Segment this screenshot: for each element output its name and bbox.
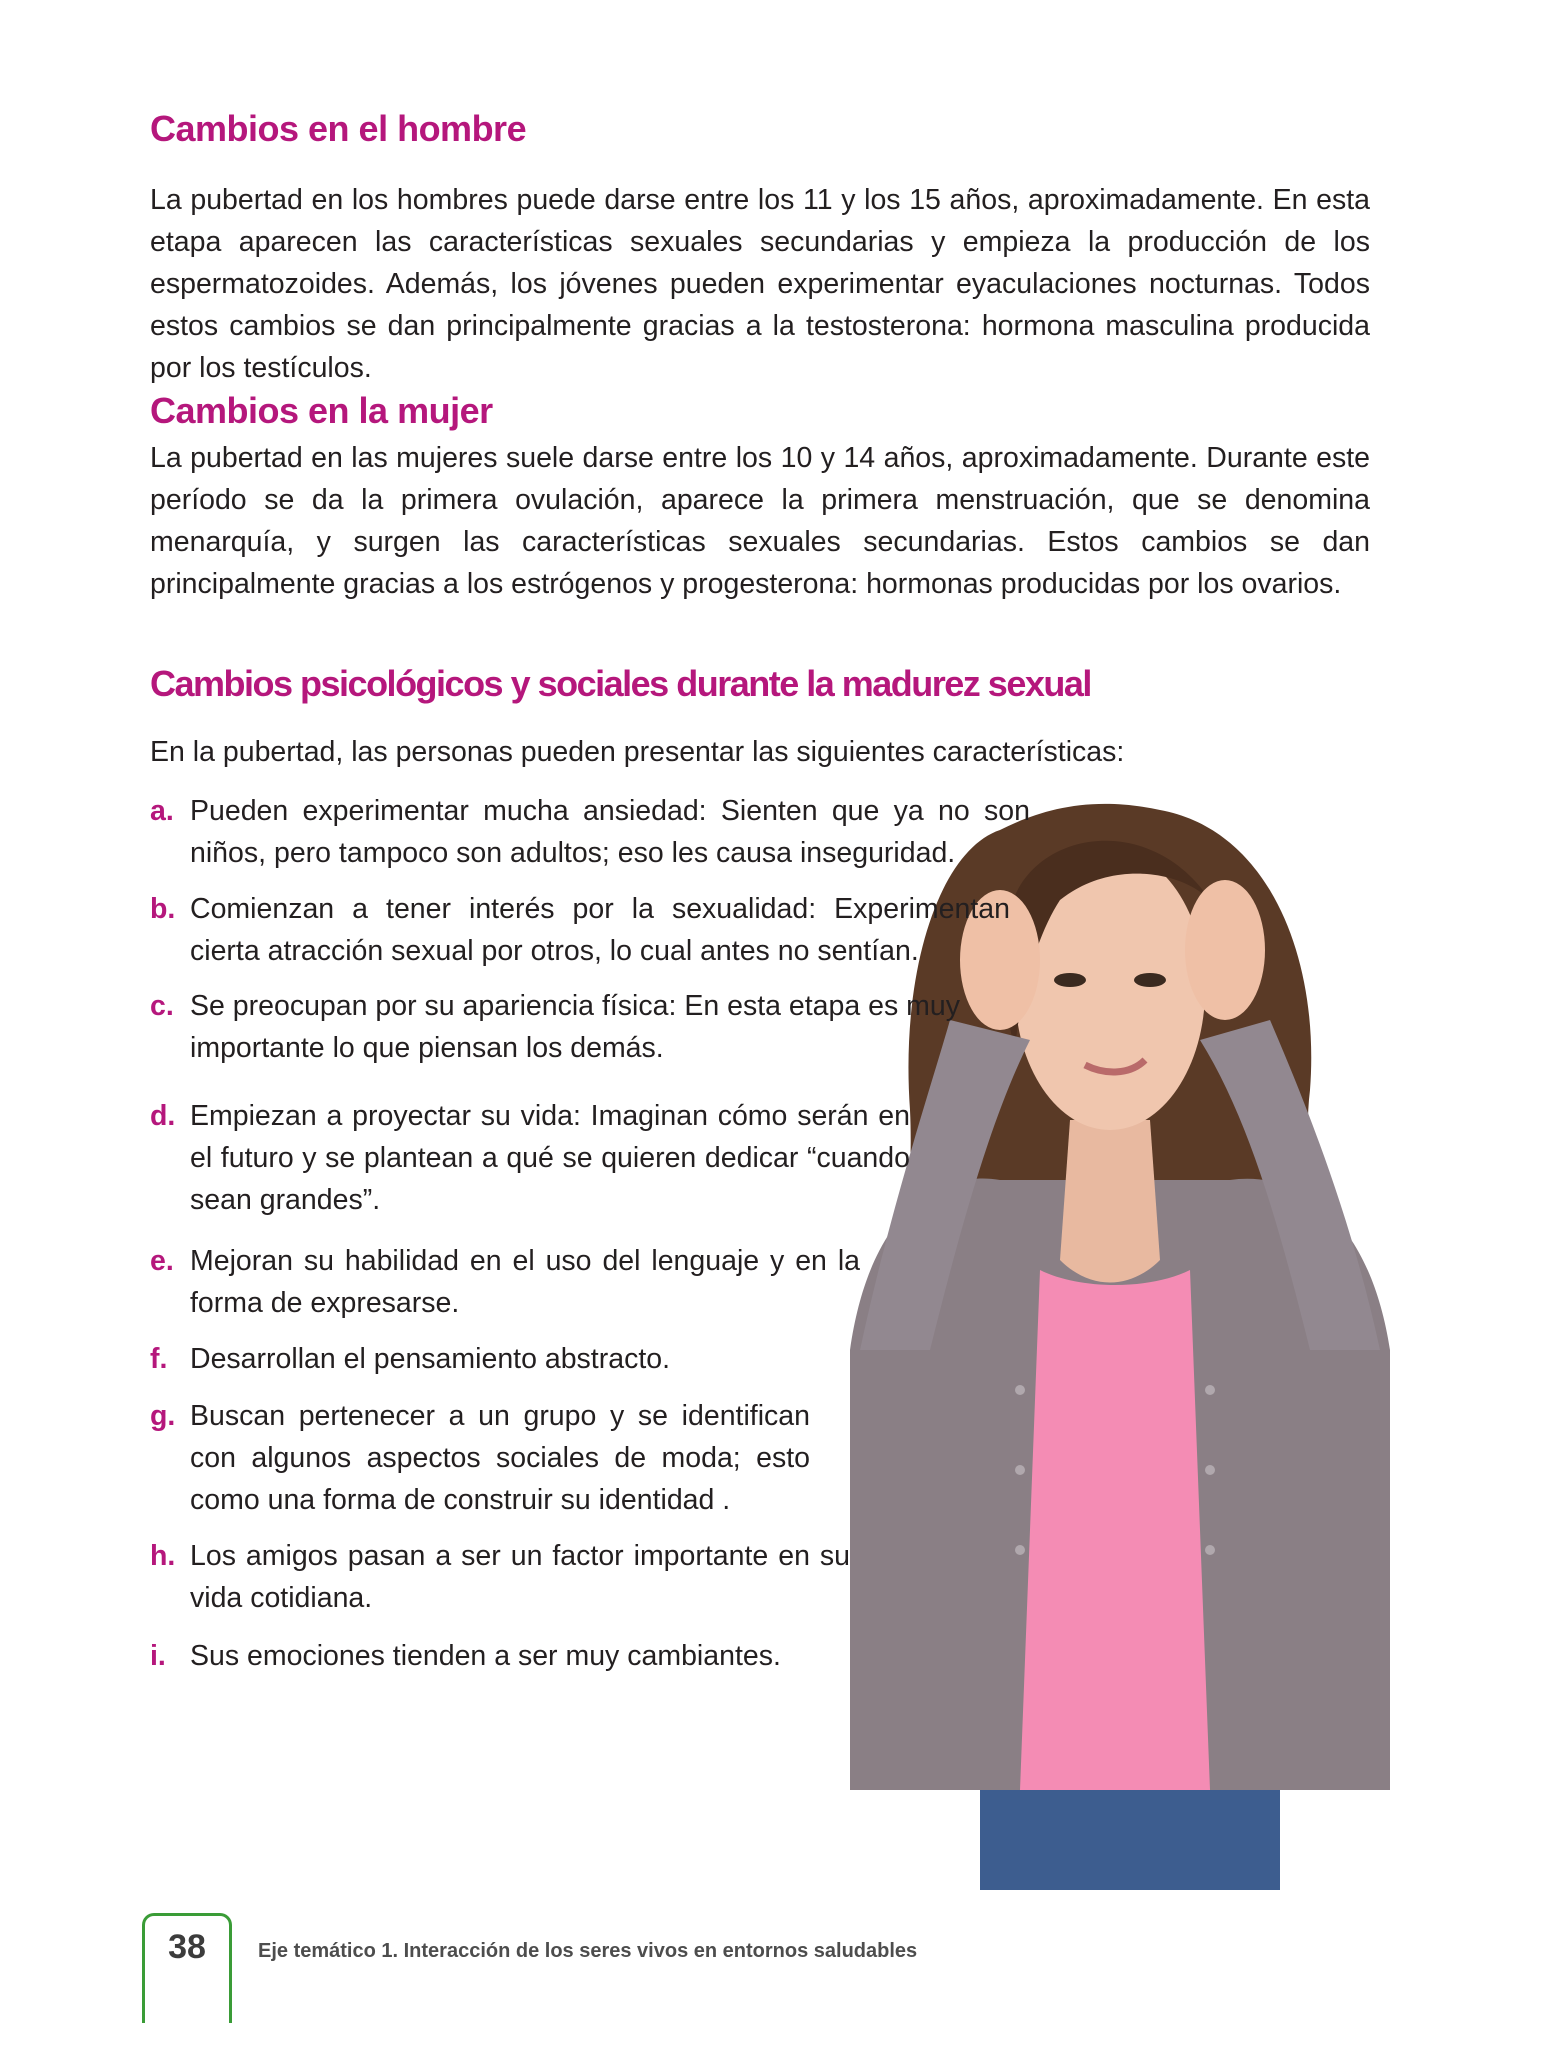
list-item — [150, 1535, 850, 1619]
list-item-text: Los amigos pasan a ser un factor importante en su vida cotidiana. — [190, 1540, 850, 1614]
list-item-text: Se preocupan por su apariencia física: En esta etapa es muy importante lo que piensan los demás. — [190, 990, 960, 1064]
footer-caption: Eje temático 1. Interacción de los seres vivos en entornos saludables — [258, 1940, 918, 1962]
list-item — [150, 888, 1010, 972]
list-item-text: Empiezan a proyectar su vida: Imaginan cómo serán en el futuro y se plantean a qué se quieren dedicar “cuando sean grandes”. — [190, 1100, 910, 1216]
list-item-letter: g. — [150, 1400, 176, 1432]
list-item-letter: h. — [150, 1540, 176, 1572]
list-item — [150, 790, 1030, 874]
list-item-letter: d. — [150, 1100, 176, 1132]
list-item-text: Pueden experimentar mucha ansiedad: Sienten que ya no son niños, pero tampoco son adultos; eso les causa inseguridad. — [190, 795, 1030, 869]
list-item-text: Comienzan a tener interés por la sexualidad: Experimentan cierta atracción sexual por otros, lo cual antes no sentían. — [190, 893, 1010, 967]
list-item-letter: e. — [150, 1245, 174, 1277]
page-number: 38 — [168, 1928, 206, 1966]
list-item — [150, 1095, 910, 1221]
list-item-letter: c. — [150, 990, 174, 1022]
list-item — [150, 985, 960, 1069]
paragraph-cambios-hombre: La pubertad en los hombres puede darse entre los 11 y los 15 años, aproximadamente. En esta etapa aparecen las características sexuales secundarias y empieza la producción de los espermatozoides. Además, los jóvenes pueden experimentar eyaculaciones nocturnas. Todos estos cambios se dan principalmente gracias a la testosterona: hormona masculina producida por los testículos. — [150, 184, 1370, 384]
list-item — [150, 1635, 850, 1677]
list-item — [150, 1240, 860, 1324]
list-item-letter: b. — [150, 893, 176, 925]
heading-cambios-mujer: Cambios en la mujer — [150, 390, 493, 431]
list-item — [150, 1395, 810, 1521]
paragraph-cambios-mujer: La pubertad en las mujeres suele darse entre los 10 y 14 años, aproximadamente. Durante este período se da la primera ovulación, aparece la primera menstruación, que se denomina menarquía, y surgen las características sexuales secundarias. Estos cambios se dan principalmente gracias a los estrógenos y progesterona: hormonas producidas por los ovarios. — [150, 442, 1370, 600]
list-item-text: Mejoran su habilidad en el uso del lenguaje y en la forma de expresarse. — [190, 1245, 860, 1319]
intro-paragraph: En la pubertad, las personas pueden presentar las siguientes características: — [150, 736, 1125, 768]
list-item-text: Desarrollan el pensamiento abstracto. — [190, 1343, 671, 1375]
list-item-text: Buscan pertenecer a un grupo y se identifican con algunos aspectos sociales de moda; esto como una forma de construir su identidad . — [190, 1400, 810, 1516]
list-item — [150, 1338, 860, 1380]
list-item-text: Sus emociones tienden a ser muy cambiantes. — [190, 1640, 781, 1672]
heading-cambios-psicologicos: Cambios psicológicos y sociales durante la madurez sexual — [150, 663, 1091, 704]
heading-cambios-hombre: Cambios en el hombre — [150, 108, 527, 149]
list-item-letter: a. — [150, 795, 174, 827]
list-item-letter: f. — [150, 1343, 168, 1375]
list-item-letter: i. — [150, 1640, 166, 1672]
